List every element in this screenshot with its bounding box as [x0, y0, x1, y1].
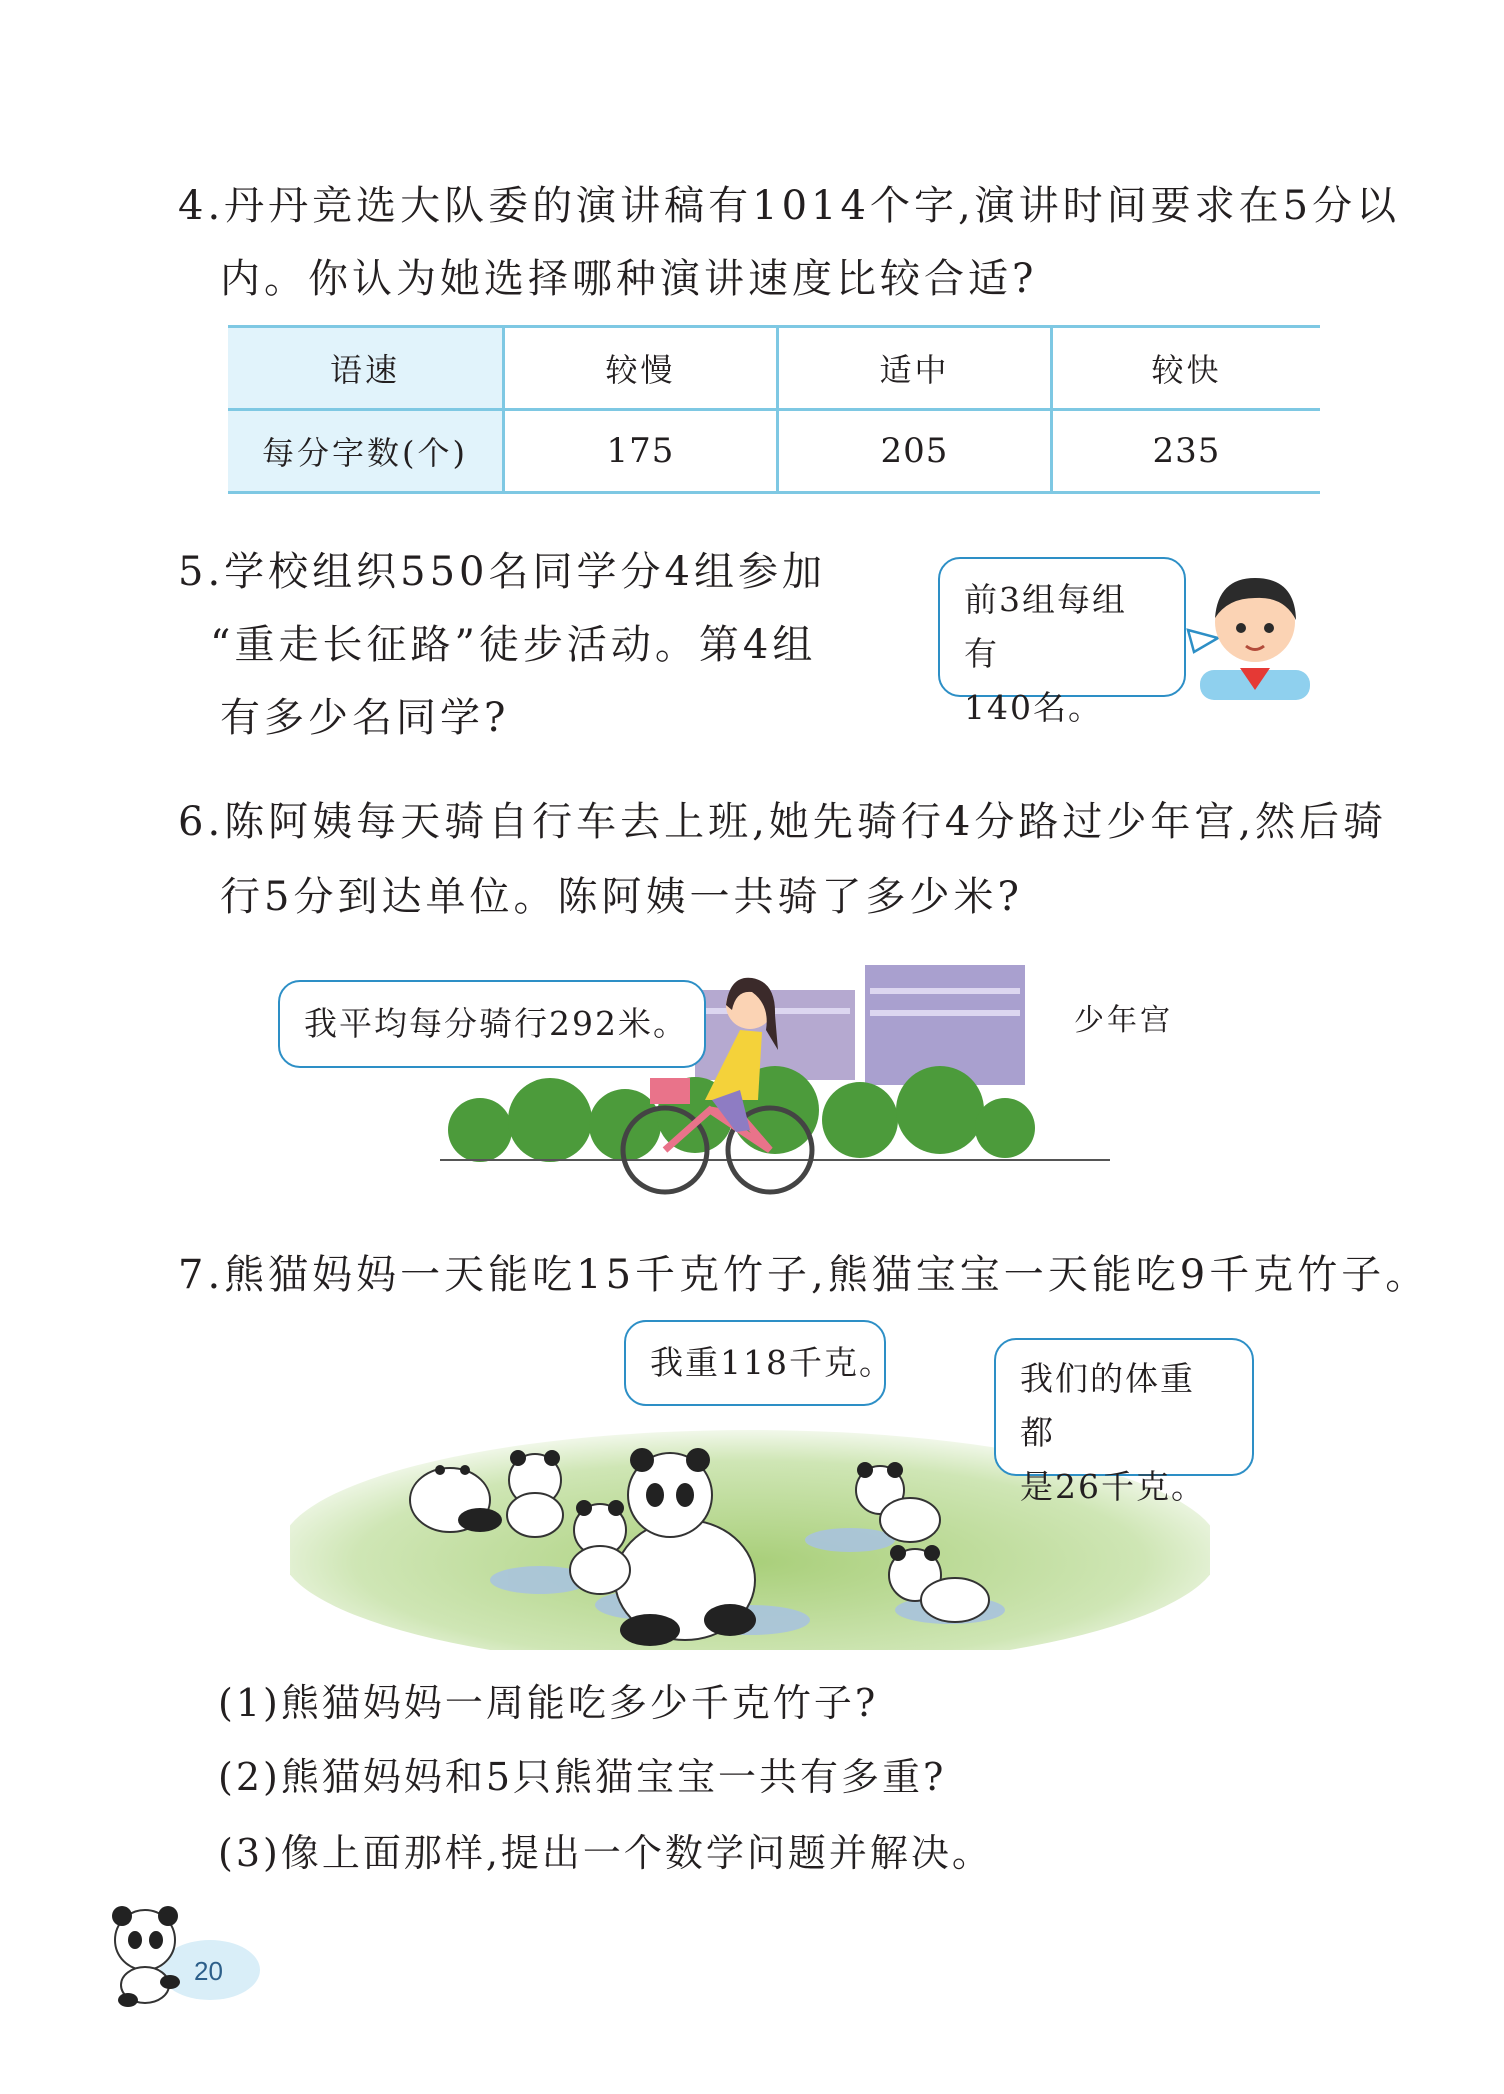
- q5-bubble-line2: 140名。: [964, 688, 1103, 727]
- table-row: [228, 327, 1320, 410]
- speech-speed-table: [228, 325, 1320, 494]
- q5-bubble-line1: 前3组每组有: [964, 580, 1127, 673]
- q6-bubble-text: 我平均每分骑行292米。: [304, 1004, 688, 1043]
- table-cell: 205: [777, 410, 1051, 493]
- q7-babies-speech-bubble: [994, 1338, 1254, 1506]
- page-number: 20: [194, 1956, 223, 1986]
- table-cell: 235: [1051, 410, 1320, 493]
- table-header-cell: 每分字数(个): [228, 410, 504, 493]
- building-label: 少年宫: [1074, 1003, 1173, 1038]
- q7-mother-speech-bubble: [624, 1320, 894, 1406]
- q4-line2: 内。你认为她选择哪种演讲速度比较合适?: [220, 256, 1038, 302]
- panda-icon: [507, 1450, 563, 1537]
- q5-line3: 有多少名同学?: [220, 695, 510, 741]
- q6-speech-bubble: [278, 980, 706, 1068]
- q7-babies-bubble-line1: 我们的体重都: [1020, 1359, 1195, 1452]
- q5-line2: “重走长征路”徒步活动。第4组: [210, 622, 817, 668]
- table-header-cell: 较快: [1051, 327, 1320, 410]
- q7-line1: 7.熊猫妈妈一天能吃15千克竹子,熊猫宝宝一天能吃9千克竹子。: [178, 1252, 1430, 1298]
- q7-babies-bubble-line2: 是26千克。: [1020, 1467, 1206, 1506]
- q5-line1: 5.学校组织550名同学分4组参加: [178, 549, 826, 595]
- table-cell: 175: [504, 410, 778, 493]
- table-header-cell: 较慢: [504, 327, 778, 410]
- q6-line1: 6.陈阿姨每天骑自行车去上班,她先骑行4分路过少年宫,然后骑: [178, 799, 1388, 845]
- q6-line2: 行5分到达单位。陈阿姨一共骑了多少米?: [220, 874, 1023, 920]
- table-header-cell: 语速: [228, 327, 504, 410]
- q4-line1: 4.丹丹竞选大队委的演讲稿有1014个字,演讲时间要求在5分以: [178, 183, 1401, 229]
- q7-sub3: (3)像上面那样,提出一个数学问题并解决。: [218, 1831, 993, 1875]
- q7-sub2: (2)熊猫妈妈和5只熊猫宝宝一共有多重?: [218, 1755, 947, 1799]
- q7-mother-bubble-text: 我重118千克。: [650, 1343, 894, 1382]
- q5-speech-bubble: [938, 557, 1186, 727]
- table-row: [228, 410, 1320, 493]
- panda-mascot-icon: [100, 1900, 260, 2010]
- boy-icon: [1180, 560, 1320, 700]
- table-header-cell: 适中: [777, 327, 1051, 410]
- q7-sub1: (1)熊猫妈妈一周能吃多少千克竹子?: [218, 1681, 879, 1725]
